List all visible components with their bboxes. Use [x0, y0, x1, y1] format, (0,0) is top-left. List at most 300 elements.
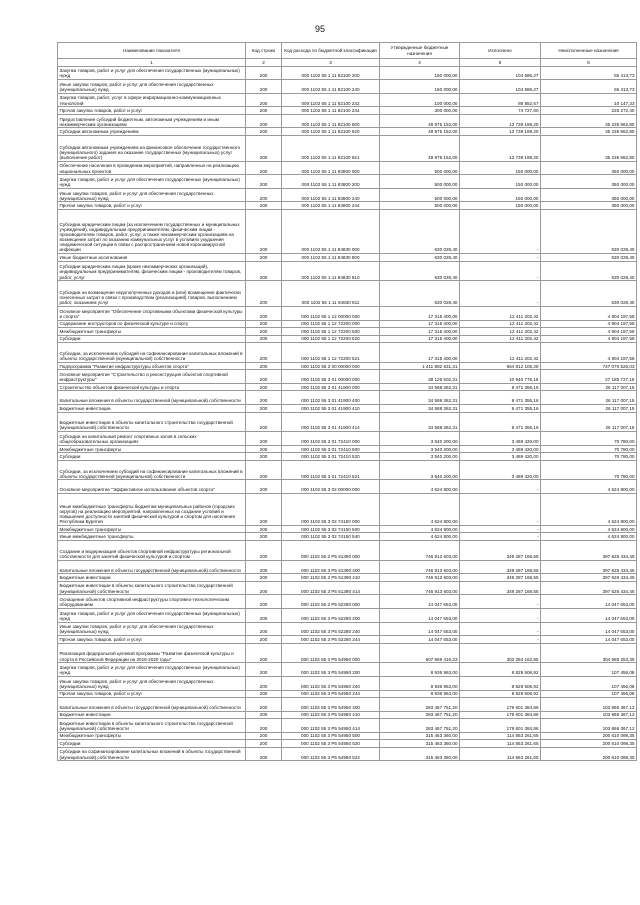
table-row [58, 412, 637, 432]
row-name: Закупка товаров, работ и услуг для обеспечения государственных (муниципальных) нужд [58, 608, 246, 622]
row-budget-code: 000 1102 55 1 11 83800 200 [282, 175, 380, 189]
row-approved-amount: 283 467 751,20 [380, 719, 460, 733]
row-line-code: 200 [246, 636, 282, 644]
row-approved-amount: 3 540 200,00 [380, 460, 460, 480]
header-indicator-name: Наименование показателя [58, 43, 246, 59]
row-line-code: 200 [246, 453, 282, 461]
row-budget-code: 000 1102 55 1 11 83800 244 [282, 202, 380, 210]
row-approved-amount: 746 913 603,00 [380, 574, 460, 582]
row-unexecuted-amount: 107 456,08 [541, 663, 637, 677]
row-line-code: 200 [246, 343, 282, 363]
row-unexecuted-amount: 70 780,00 [541, 432, 637, 446]
row-budget-code: 000 1102 55 3 P5 54950 200 [282, 663, 380, 677]
row-unexecuted-amount: 200 610 098,35 [541, 740, 637, 748]
row-approved-amount: 14 047 653,00 [380, 595, 460, 609]
row-line-code: 200 [246, 328, 282, 336]
row-budget-code: 000 1102 55 3 01 72410 000 [282, 432, 380, 446]
row-approved-amount: 34 588 362,31 [380, 383, 460, 391]
table-row [58, 93, 637, 107]
row-budget-code: 000 1102 55 1 11 84830 811 [282, 281, 380, 307]
row-executed-amount: - [460, 636, 541, 644]
row-name: Иные закупки товаров, работ и услуг для обеспечения государственных (муниципальных) нужд [58, 80, 246, 94]
row-executed-amount: 179 601 384,86 [460, 719, 541, 733]
row-unexecuted-amount: 103 866 367,12 [541, 698, 637, 712]
row-budget-code: 000 1102 55 3 00 00000 000 [282, 362, 380, 370]
table-row [58, 405, 637, 413]
row-name: Субсидии автономным учреждениям [58, 128, 246, 136]
row-approved-amount: 607 869 416,23 [380, 643, 460, 663]
row-budget-code: 000 1102 55 3 01 72410 500 [282, 445, 380, 453]
row-line-code: 200 [246, 93, 282, 107]
row-unexecuted-amount: 630 028,40 [541, 261, 637, 281]
row-executed-amount: 8 471 355,16 [460, 412, 541, 432]
row-executed-amount: 104 586,27 [460, 66, 541, 80]
row-name: Основное мероприятие "Обеспечение спортивными объектами физической культуры и спорта" [58, 307, 246, 321]
row-name: Субсидии на возмещение недополученных доходов и (или) возмещение фактически понесенных затрат в связи с производством (реализацией) товаров, выполнением работ, оказанием услуг [58, 281, 246, 307]
row-line-code: 200 [246, 540, 282, 560]
row-budget-code: 000 1102 55 3 P5 54950 244 [282, 690, 380, 698]
row-line-code: 200 [246, 383, 282, 391]
row-executed-amount: 114 853 261,65 [460, 740, 541, 748]
row-name: Прочая закупка товаров, работ и услуг [58, 107, 246, 115]
row-line-code: 200 [246, 663, 282, 677]
table-row [58, 540, 637, 560]
row-unexecuted-amount: 4 904 197,58 [541, 320, 637, 328]
row-executed-amount: 179 601 384,86 [460, 698, 541, 712]
row-line-code: 200 [246, 740, 282, 748]
row-budget-code: 000 1102 55 3 P5 51390 000 [282, 540, 380, 560]
row-executed-amount: 349 287 168,55 [460, 540, 541, 560]
row-name: Межбюджетные трансферты [58, 525, 246, 533]
row-unexecuted-amount: 26 117 007,15 [541, 405, 637, 413]
row-executed-amount: 89 852,67 [460, 93, 541, 107]
row-line-code: 200 [246, 595, 282, 609]
row-unexecuted-amount: 27 185 727,15 [541, 370, 637, 384]
row-budget-code: 000 1102 55 3 P5 54950 414 [282, 719, 380, 733]
row-unexecuted-amount: 4 904 197,58 [541, 328, 637, 336]
row-line-code: 200 [246, 622, 282, 636]
row-unexecuted-amount: 350 000,00 [541, 202, 637, 210]
row-approved-amount: 500 000,00 [380, 175, 460, 189]
row-budget-code: 000 1102 55 3 P5 51390 410 [282, 574, 380, 582]
table-row [58, 533, 637, 541]
row-name: Капитальные вложения в объекты государственной (муниципальной) собственности [58, 698, 246, 712]
row-line-code: 200 [246, 281, 282, 307]
row-name: Субсидии [58, 740, 246, 748]
row-executed-amount: - [460, 261, 541, 281]
row-approved-amount: 160 000,00 [380, 80, 460, 94]
table-row [58, 135, 637, 161]
row-approved-amount: 14 047 653,00 [380, 608, 460, 622]
row-name: Субсидии [58, 453, 246, 461]
row-approved-amount: 100 000,00 [380, 93, 460, 107]
row-executed-amount: 3 469 420,00 [460, 460, 541, 480]
row-name: Закупка товаров, работ, услуг в сфере информационно-коммуникационных технологий [58, 93, 246, 107]
row-unexecuted-amount: 397 626 434,45 [541, 560, 637, 574]
row-executed-amount: - [460, 595, 541, 609]
row-line-code: 200 [246, 188, 282, 202]
row-budget-code: 000 1102 55 3 01 00000 000 [282, 370, 380, 384]
column-number: 4 [380, 59, 460, 66]
row-name: Межбюджетные трансферты [58, 328, 246, 336]
table-row [58, 494, 637, 526]
table-row [58, 747, 637, 761]
row-budget-code: 000 1102 55 3 P5 51390 400 [282, 560, 380, 574]
row-name: Иные межбюджетные трансферты бюджетам муниципальных районов (городских округов) на реализацию мероприятий, направленных на создание условий и повышение доступности занятий физической культурой и спортом для населения Республики Бурятия [58, 494, 246, 526]
row-executed-amount: 114 853 261,65 [460, 747, 541, 761]
row-budget-code: 000 1102 55 3 01 72410 521 [282, 460, 380, 480]
row-line-code: 200 [246, 261, 282, 281]
column-number: 3 [282, 59, 380, 66]
row-budget-code: 000 1102 55 1 11 82100 244 [282, 107, 380, 115]
table-row [58, 622, 637, 636]
row-line-code: 200 [246, 560, 282, 574]
table-row [58, 608, 637, 622]
row-line-code: 200 [246, 698, 282, 712]
table-row [58, 328, 637, 336]
row-executed-amount: 8 829 506,92 [460, 663, 541, 677]
row-unexecuted-amount: 350 000,00 [541, 175, 637, 189]
row-approved-amount: 500 000,00 [380, 161, 460, 175]
row-unexecuted-amount: 397 626 434,45 [541, 581, 637, 595]
row-executed-amount: 104 586,27 [460, 80, 541, 94]
row-budget-code: 000 1102 55 1 12 72200 500 [282, 328, 380, 336]
row-budget-code: 000 1102 55 3 01 72410 520 [282, 453, 380, 461]
row-name: Бюджетные инвестиции [58, 574, 246, 582]
table-row [58, 114, 637, 128]
row-approved-amount: 1 411 882 631,31 [380, 362, 460, 370]
row-approved-amount: 3 540 200,00 [380, 445, 460, 453]
table-row [58, 711, 637, 719]
row-line-code: 200 [246, 307, 282, 321]
row-name: Содержание инструкторов по физической культуре и спорту [58, 320, 246, 328]
table-row [58, 281, 637, 307]
row-line-code: 200 [246, 135, 282, 161]
row-executed-amount: 13 739 189,20 [460, 128, 541, 136]
row-line-code: 200 [246, 494, 282, 526]
table-row [58, 80, 637, 94]
row-executed-amount: 349 287 168,55 [460, 581, 541, 595]
row-budget-code: 000 1102 55 3 02 00000 000 [282, 480, 380, 494]
table-row [58, 66, 637, 80]
row-unexecuted-amount: 103 866 367,12 [541, 711, 637, 719]
row-unexecuted-amount: 350 000,00 [541, 161, 637, 175]
row-name: Закупка товаров, работ и услуг для обеспечения государственных (муниципальных) нужд [58, 66, 246, 80]
row-line-code: 200 [246, 732, 282, 740]
row-approved-amount: 315 463 360,00 [380, 732, 460, 740]
row-unexecuted-amount: 4 624 800,00 [541, 533, 637, 541]
row-unexecuted-amount: 4 624 800,00 [541, 525, 637, 533]
table-row [58, 676, 637, 690]
row-name: Субсидии автономным учреждениям на финансовое обеспечение государственного (муниципального) задания на оказание государственных (муниципальных) услуг (выполнение работ) [58, 135, 246, 161]
row-line-code: 200 [246, 525, 282, 533]
table-row [58, 307, 637, 321]
row-budget-code: 000 1102 55 3 P5 54950 520 [282, 740, 380, 748]
row-executed-amount: 3 469 420,00 [460, 432, 541, 446]
row-approved-amount: 300 000,00 [380, 107, 460, 115]
row-executed-amount: 349 287 168,55 [460, 574, 541, 582]
row-unexecuted-amount: 630 028,40 [541, 209, 637, 253]
row-approved-amount: 38 126 502,31 [380, 370, 460, 384]
row-line-code: 200 [246, 209, 282, 253]
row-unexecuted-amount: 26 117 007,15 [541, 383, 637, 391]
row-budget-code: 000 1102 55 1 11 83800 000 [282, 161, 380, 175]
row-executed-amount: 3 469 420,00 [460, 453, 541, 461]
row-line-code: 200 [246, 690, 282, 698]
row-budget-code: 000 1102 55 3 01 41900 400 [282, 391, 380, 405]
row-name: Субсидии на софинансирование капитальных вложений в объекты государственной (муниципальной) собственности [58, 747, 246, 761]
table-header-row [58, 43, 637, 59]
row-approved-amount: 283 467 751,20 [380, 698, 460, 712]
row-approved-amount: 4 624 800,00 [380, 480, 460, 494]
table-row [58, 719, 637, 733]
row-budget-code: 000 1102 55 3 01 41900 410 [282, 405, 380, 413]
row-name: Иные межбюджетные трансферты [58, 533, 246, 541]
row-name: Основное мероприятие "Эффективное использование объектов спорта" [58, 480, 246, 494]
row-executed-amount: 303 284 162,85 [460, 643, 541, 663]
row-unexecuted-amount: 225 272,40 [541, 107, 637, 115]
row-approved-amount: 17 315 400,00 [380, 320, 460, 328]
row-name: Иные закупки товаров, работ и услуг для обеспечения государственных (муниципальных) нужд [58, 622, 246, 636]
row-name: Закупка товаров, работ и услуг для обеспечения государственных (муниципальных) нужд [58, 175, 246, 189]
row-name: Прочая закупка товаров, работ и услуг [58, 636, 246, 644]
row-approved-amount: 4 624 800,00 [380, 525, 460, 533]
row-budget-code: 000 1102 55 3 01 41900 414 [282, 412, 380, 432]
row-executed-amount: 12 411 202,42 [460, 320, 541, 328]
row-unexecuted-amount: 55 413,73 [541, 80, 637, 94]
header-budget-classification: Код расхода по бюджетной классификации [282, 43, 380, 59]
column-number: 1 [58, 59, 246, 66]
row-unexecuted-amount: 630 028,40 [541, 281, 637, 307]
row-approved-amount: 34 588 362,31 [380, 405, 460, 413]
row-unexecuted-amount: 200 610 098,35 [541, 747, 637, 761]
row-budget-code: 000 1102 55 3 P5 54950 410 [282, 711, 380, 719]
row-unexecuted-amount: 26 117 007,15 [541, 391, 637, 405]
row-name: Субсидии юридическим лицам (за исключением государственных и муниципальных учреждений), индивидуальным предпринимателям, физическим лицам - производителям товаров, работ, услуг, а также некоммерческим организациям на возмещение затрат по оказанию коммунальных услуг в условиях ухудшения эпидемической ситуации в связи с распространением новой коронавирусной инфекции [58, 209, 246, 253]
row-executed-amount: 150 000,00 [460, 202, 541, 210]
page-number: 95 [314, 24, 325, 34]
row-line-code: 200 [246, 320, 282, 328]
table-row [58, 595, 637, 609]
row-name: Прочая закупка товаров, работ и услуг [58, 690, 246, 698]
row-executed-amount: 3 469 420,00 [460, 445, 541, 453]
table-row [58, 107, 637, 115]
row-approved-amount: 746 913 603,00 [380, 540, 460, 560]
row-line-code: 200 [246, 643, 282, 663]
row-name: Субсидии, за исключением субсидий на софинансирование капитальных вложений в объекты государственной (муниципальной) собственности [58, 343, 246, 363]
row-unexecuted-amount: 26 117 007,15 [541, 412, 637, 432]
row-budget-code: 000 1102 55 3 P5 52280 244 [282, 636, 380, 644]
row-executed-amount: - [460, 480, 541, 494]
row-line-code: 200 [246, 608, 282, 622]
table-row [58, 525, 637, 533]
table-row [58, 188, 637, 202]
row-unexecuted-amount: 350 000,00 [541, 188, 637, 202]
row-budget-code: 000 1102 55 1 12 72200 521 [282, 343, 380, 363]
row-budget-code: 000 1102 55 3 01 41900 000 [282, 383, 380, 391]
row-approved-amount: 4 624 800,00 [380, 533, 460, 541]
row-budget-code: 000 1102 55 1 11 84830 810 [282, 261, 380, 281]
row-approved-amount: 746 913 603,00 [380, 560, 460, 574]
row-unexecuted-amount: 10 147,33 [541, 93, 637, 107]
table-row [58, 391, 637, 405]
row-approved-amount: 630 028,40 [380, 209, 460, 253]
row-approved-amount: 34 588 362,31 [380, 391, 460, 405]
row-line-code: 200 [246, 432, 282, 446]
table-row [58, 460, 637, 480]
table-row [58, 574, 637, 582]
row-approved-amount: 4 624 800,00 [380, 494, 460, 526]
row-name: Подпрограмма "Развитие инфраструктуры объектов спорта" [58, 362, 246, 370]
row-approved-amount: 48 975 152,00 [380, 135, 460, 161]
table-row [58, 320, 637, 328]
table-row [58, 581, 637, 595]
row-approved-amount: 315 463 360,00 [380, 740, 460, 748]
row-line-code: 200 [246, 335, 282, 343]
row-unexecuted-amount: 4 624 800,00 [541, 494, 637, 526]
table-row [58, 383, 637, 391]
row-executed-amount: 8 471 355,16 [460, 405, 541, 413]
row-name: Закупка товаров, работ и услуг для обеспечения государственных (муниципальных) нужд [58, 663, 246, 677]
row-unexecuted-amount: 35 235 962,80 [541, 114, 637, 128]
table-row [58, 261, 637, 281]
row-name: Бюджетные инвестиции [58, 405, 246, 413]
row-unexecuted-amount: 304 585 253,38 [541, 643, 637, 663]
row-name: Капитальные вложения в объекты государственной (муниципальной) собственности [58, 560, 246, 574]
row-unexecuted-amount: 107 456,08 [541, 676, 637, 690]
row-line-code: 200 [246, 405, 282, 413]
row-unexecuted-amount: 14 047 653,00 [541, 636, 637, 644]
row-line-code: 200 [246, 719, 282, 733]
row-executed-amount: - [460, 254, 541, 262]
row-budget-code: 000 1102 55 1 11 84830 800 [282, 254, 380, 262]
row-executed-amount: 12 411 202,42 [460, 307, 541, 321]
row-unexecuted-amount: 55 413,73 [541, 66, 637, 80]
row-budget-code: 000 1102 55 3 P5 52280 000 [282, 595, 380, 609]
table-row [58, 202, 637, 210]
row-executed-amount: - [460, 608, 541, 622]
row-executed-amount: 10 940 775,16 [460, 370, 541, 384]
budget-execution-table [57, 42, 637, 761]
row-budget-code: 000 1102 55 1 11 82100 242 [282, 93, 380, 107]
row-approved-amount: 630 028,40 [380, 261, 460, 281]
row-line-code: 200 [246, 533, 282, 541]
row-line-code: 200 [246, 202, 282, 210]
header-approved: Утвержденные бюджетные назначения [380, 43, 460, 59]
row-budget-code: 000 1102 55 3 P5 54950 400 [282, 698, 380, 712]
row-budget-code: 000 1102 55 1 11 82100 200 [282, 66, 380, 80]
row-name: Иные бюджетные ассигнования [58, 254, 246, 262]
row-unexecuted-amount: 70 780,00 [541, 445, 637, 453]
row-name: Основное мероприятие "Строительство и реконструкция объектов спортивной инфраструктуры" [58, 370, 246, 384]
row-budget-code: 000 1102 55 1 11 82100 620 [282, 128, 380, 136]
row-approved-amount: 283 467 751,20 [380, 711, 460, 719]
row-executed-amount: 8 471 355,16 [460, 383, 541, 391]
table-row [58, 432, 637, 446]
row-name: Предоставление субсидий бюджетным, автономным учреждениям и иным некоммерческим организациям [58, 114, 246, 128]
row-unexecuted-amount: 70 780,00 [541, 453, 637, 461]
header-executed: Исполнено [460, 43, 541, 59]
row-name: Субсидии на капитальный ремонт спортивных залов в сельских общеобразовательных организациях [58, 432, 246, 446]
table-row [58, 636, 637, 644]
row-approved-amount: 17 315 400,00 [380, 328, 460, 336]
row-name: Реализация федеральной целевой программы "Развитие физической культуры и спорта в Российской Федерации на 2016-2020 годы" [58, 643, 246, 663]
row-budget-code: 000 1102 55 1 11 82100 600 [282, 114, 380, 128]
row-executed-amount: - [460, 209, 541, 253]
table-row [58, 370, 637, 384]
row-budget-code: 000 1102 55 1 12 00000 000 [282, 307, 380, 321]
row-unexecuted-amount: 35 235 962,80 [541, 135, 637, 161]
row-unexecuted-amount: 4 624 800,00 [541, 480, 637, 494]
row-budget-code: 000 1102 55 3 P5 54950 240 [282, 676, 380, 690]
row-executed-amount: - [460, 281, 541, 307]
column-number: 2 [246, 59, 282, 66]
row-unexecuted-amount: 630 028,40 [541, 254, 637, 262]
row-name: Субсидии юридическим лицам (кроме некоммерческих организаций), индивидуальным предпринимателям, физическим лицам - производителям товаров, работ, услуг [58, 261, 246, 281]
table-row [58, 343, 637, 363]
row-name: Бюджетные инвестиции в объекты капитального строительства государственной (муниципальной) собственности [58, 412, 246, 432]
row-line-code: 200 [246, 114, 282, 128]
row-budget-code: 000 1102 55 3 P5 52280 240 [282, 622, 380, 636]
table-row [58, 335, 637, 343]
row-budget-code: 000 1102 55 3 P5 54950 000 [282, 643, 380, 663]
row-unexecuted-amount: 4 904 197,58 [541, 335, 637, 343]
row-line-code: 200 [246, 80, 282, 94]
row-budget-code: 000 1102 55 3 P5 54950 500 [282, 732, 380, 740]
row-line-code: 200 [246, 254, 282, 262]
row-name: Обеспечение населения в проведении мероприятий, направленных на реализацию национальных проектов [58, 161, 246, 175]
row-unexecuted-amount: 14 047 653,00 [541, 622, 637, 636]
row-executed-amount: 8 829 506,92 [460, 676, 541, 690]
row-executed-amount: - [460, 533, 541, 541]
row-name: Межбюджетные трансферты [58, 445, 246, 453]
row-executed-amount: 150 000,00 [460, 161, 541, 175]
row-approved-amount: 14 047 653,00 [380, 636, 460, 644]
row-line-code: 200 [246, 107, 282, 115]
table-row [58, 698, 637, 712]
row-approved-amount: 48 975 152,00 [380, 128, 460, 136]
row-unexecuted-amount: 107 456,08 [541, 690, 637, 698]
row-line-code: 200 [246, 676, 282, 690]
row-executed-amount: - [460, 622, 541, 636]
row-executed-amount: 349 287 168,55 [460, 560, 541, 574]
row-approved-amount: 3 540 200,00 [380, 453, 460, 461]
row-name: Иные закупки товаров, работ и услуг для обеспечения государственных (муниципальных) нужд [58, 676, 246, 690]
table-row [58, 480, 637, 494]
row-budget-code: 000 1102 55 3 P5 54950 522 [282, 747, 380, 761]
row-budget-code: 000 1102 55 1 12 72200 520 [282, 335, 380, 343]
row-name: Бюджетные инвестиции [58, 711, 246, 719]
row-budget-code: 000 1102 55 3 02 74150 500 [282, 525, 380, 533]
row-approved-amount: 630 028,40 [380, 254, 460, 262]
row-line-code: 200 [246, 370, 282, 384]
row-approved-amount: 17 315 400,00 [380, 335, 460, 343]
row-executed-amount: 12 411 202,42 [460, 343, 541, 363]
row-budget-code: 000 1102 55 1 11 82100 240 [282, 80, 380, 94]
row-name: Субсидии [58, 335, 246, 343]
row-name: Оснащение объектов спортивной инфраструктуры спортивно-технологическим оборудованием [58, 595, 246, 609]
row-budget-code: 000 1102 55 1 11 83800 240 [282, 188, 380, 202]
row-approved-amount: 500 000,00 [380, 188, 460, 202]
column-number: 5 [460, 59, 541, 66]
column-number-row [58, 59, 637, 66]
row-approved-amount: 17 315 400,00 [380, 307, 460, 321]
row-executed-amount: 12 411 202,42 [460, 335, 541, 343]
row-approved-amount: 500 000,00 [380, 202, 460, 210]
row-line-code: 200 [246, 480, 282, 494]
row-budget-code: 000 1102 55 1 11 82100 621 [282, 135, 380, 161]
row-line-code: 200 [246, 128, 282, 136]
